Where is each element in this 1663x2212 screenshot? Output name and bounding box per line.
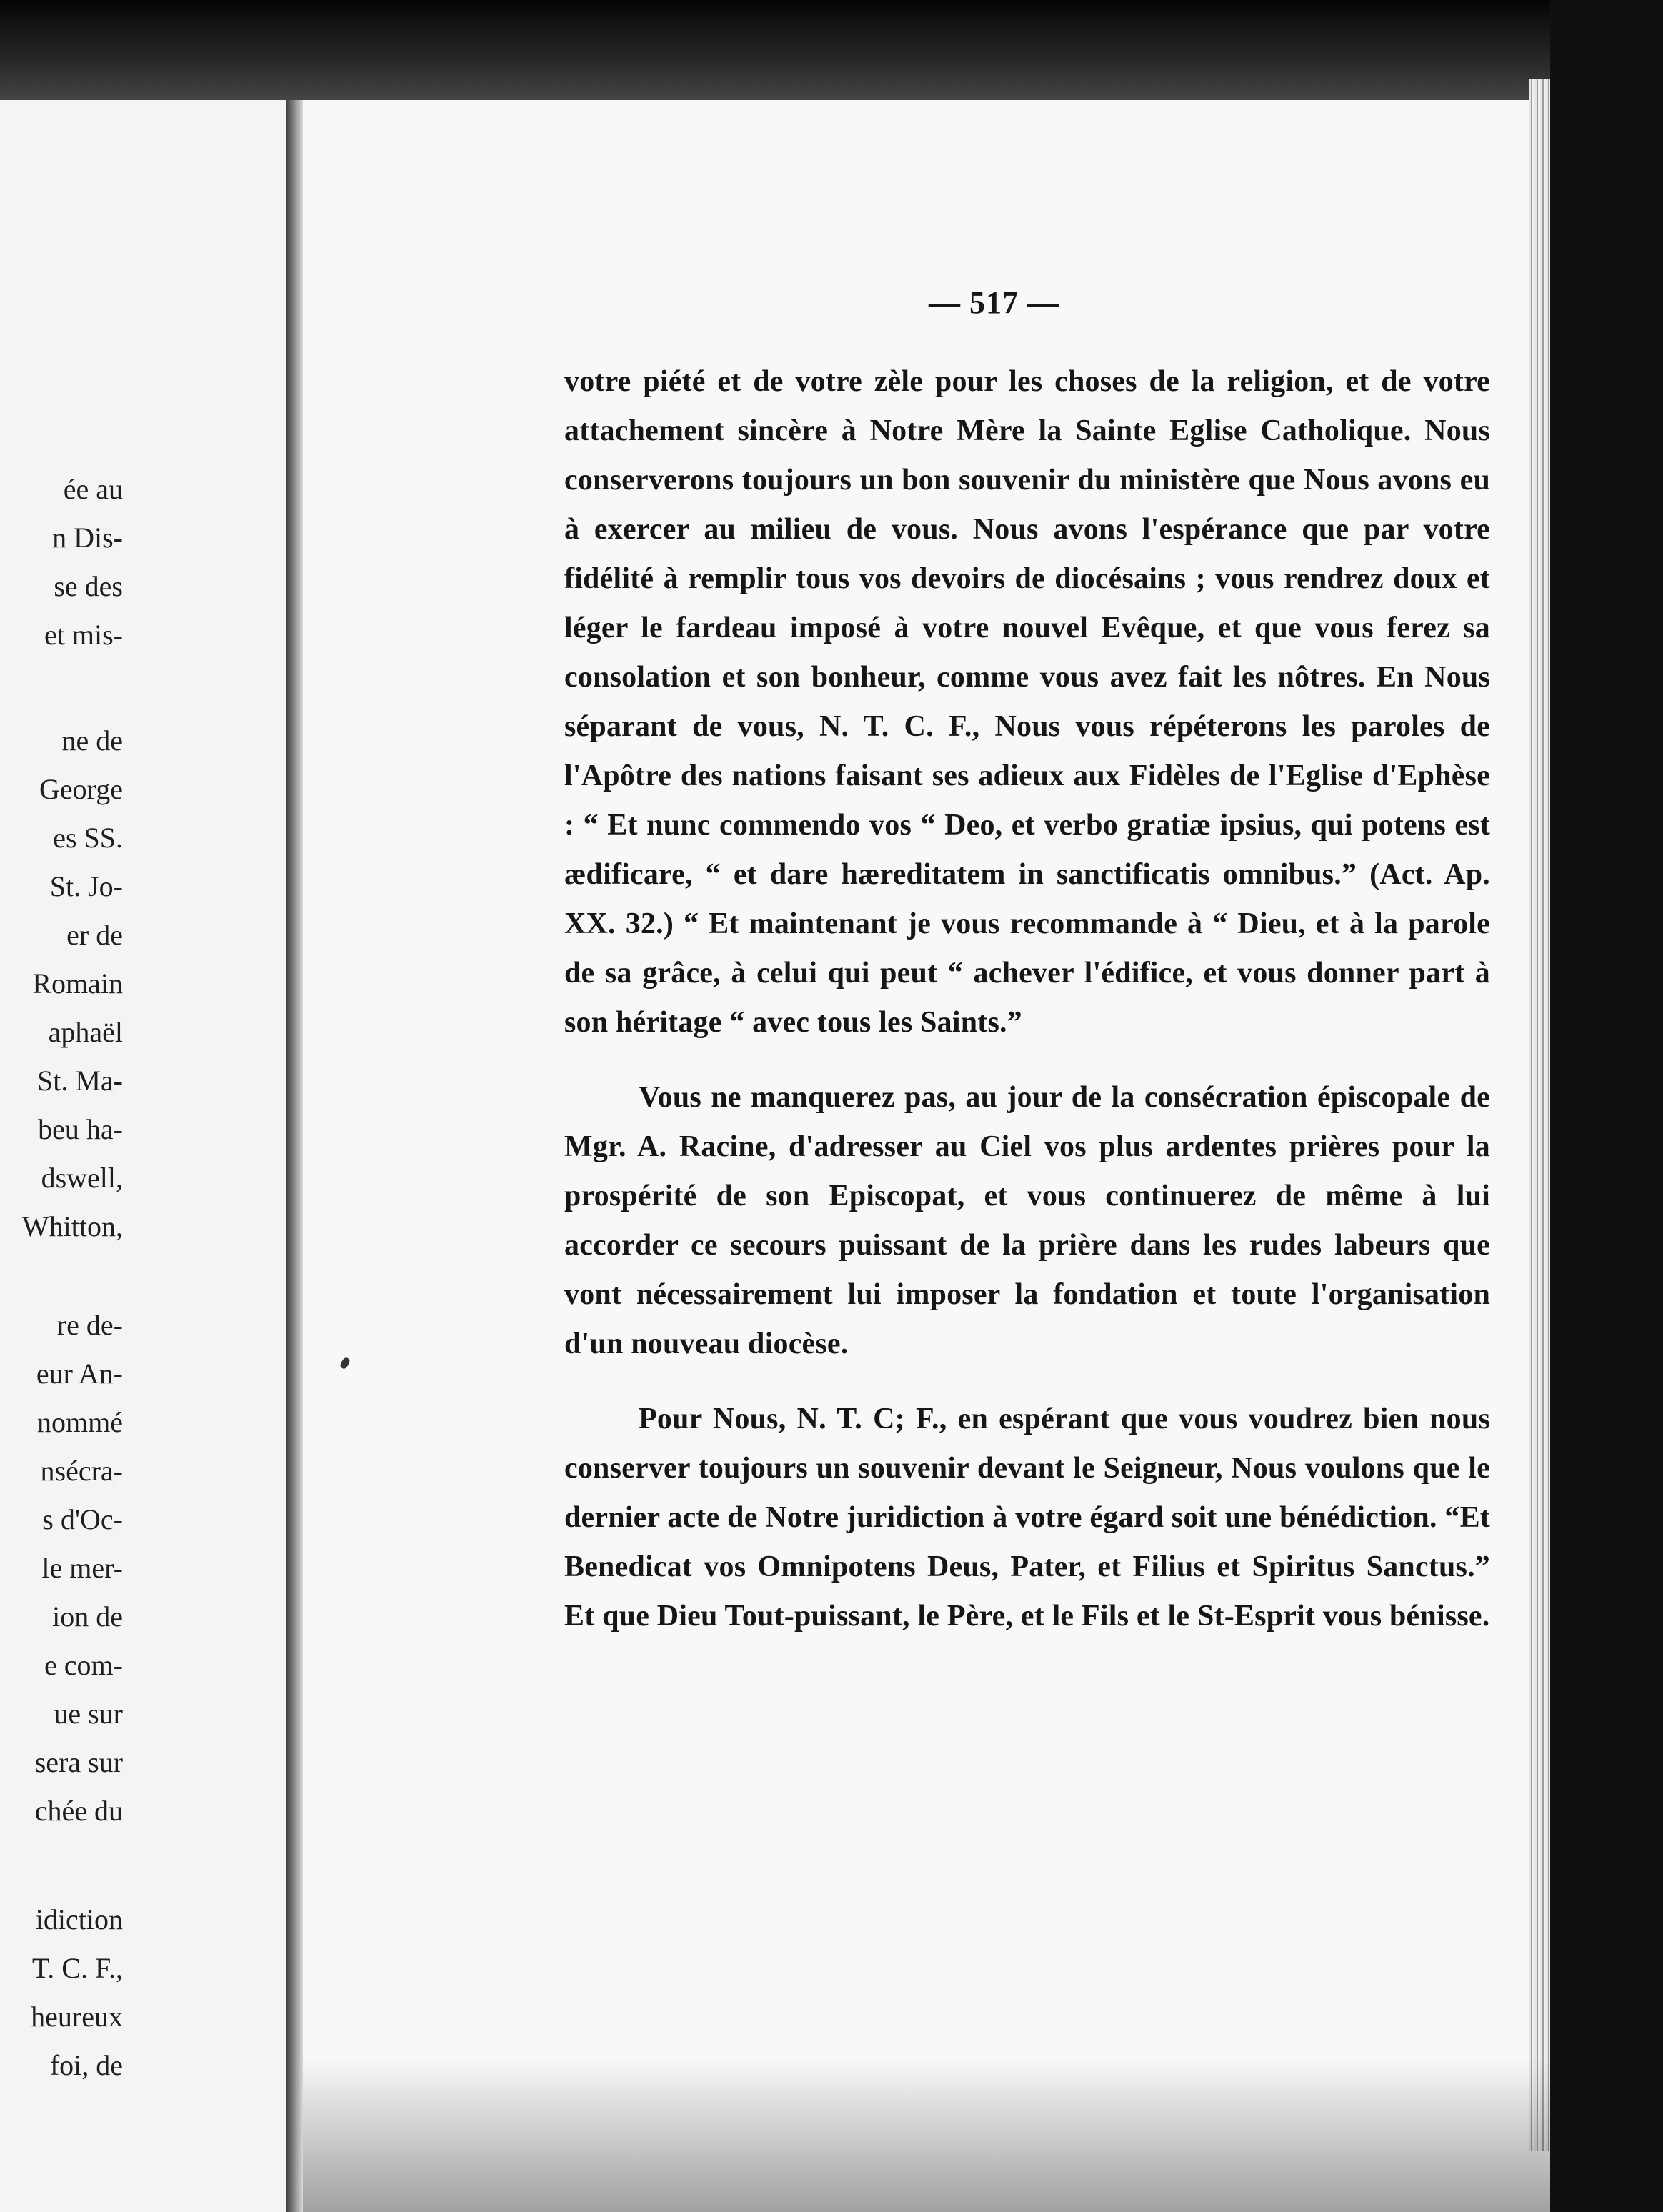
left-line: nommé <box>37 1406 123 1438</box>
scan-background-top <box>0 0 1663 107</box>
left-line: ion de <box>52 1600 123 1633</box>
page-number: — 517 — <box>929 285 1059 320</box>
left-line: idiction <box>35 1903 123 1936</box>
left-line: aphaël <box>48 1016 123 1048</box>
left-line: nsécra- <box>40 1455 123 1487</box>
page-edge-stack <box>1529 79 1550 2151</box>
page-bottom-shadow <box>303 2058 1550 2212</box>
left-line: es SS. <box>53 822 123 854</box>
left-line: sera sur <box>34 1746 123 1778</box>
left-line: Romain <box>32 967 123 1000</box>
left-line: Whitton, <box>21 1210 123 1242</box>
left-line: chée du <box>34 1795 123 1827</box>
left-line: T. C. F., <box>31 1952 123 1984</box>
paragraph: Vous ne manquerez pas, au jour de la consécration épiscopale de Mgr. A. Racine, d'adresser au Ciel vos plus ardentes prières pour la prospérité de son Episcopat, et vous continuerez de même à lui accorder ce secours puissant de la prière dans les rudes labeurs que vont nécessairement lui imposer la fondation et toute l'organisation d'un nouveau diocèse. <box>564 1081 1490 1360</box>
left-line: ée au <box>63 473 123 505</box>
body-text <box>564 357 1490 1641</box>
left-line: se des <box>54 570 123 602</box>
left-line: beu ha- <box>38 1113 123 1145</box>
left-line: n Dis- <box>52 522 123 554</box>
left-line: s d'Oc- <box>42 1503 123 1535</box>
left-line: ue sur <box>54 1698 123 1730</box>
paragraph: Pour Nous, N. T. C; F., en espérant que vous voudrez bien nous conserver toujours un souvenir devant le Seigneur, Nous voulons que le dernier acte de Notre juridiction à votre égard soit une bénédiction. “Et Benedicat vos Omnipotens Deus, Pater, et Filius et Spiritus Sanctus.” Et que Dieu Tout-puissant, le Père, et le Fils et le St-Esprit vous bénisse. <box>564 1403 1490 1633</box>
left-line: heureux <box>31 2001 123 2033</box>
left-line: ne de <box>61 724 123 757</box>
left-line: St. Ma- <box>37 1065 123 1097</box>
book-gutter <box>286 100 303 2212</box>
left-line: foi, de <box>49 2049 123 2081</box>
left-line: e com- <box>44 1649 123 1681</box>
left-line: George <box>39 773 123 805</box>
left-line: er de <box>66 919 123 951</box>
left-line: eur An- <box>36 1357 123 1390</box>
paragraph: votre piété et de votre zèle pour les choses de la religion, et de votre attachement sincère à Notre Mère la Sainte Eglise Catholique. Nous conserverons toujours un bon souvenir du ministère que Nous avons eu à exercer au milieu de vous. Nous avons l'espérance que par votre fidélité à remplir tous vos devoirs de diocésains ; vous rendrez doux et léger le fardeau imposé à votre nouvel Evêque, et que vous ferez sa consolation et son bonheur, comme vous avez fait les nôtres. En Nous séparant de vous, N. T. C. F., Nous vous répéterons les paroles de l'Apôtre des nations faisant ses adieux aux Fidèles de l'Eglise d'Ephèse : “ Et nunc commendo vos “ Deo, et verbo gratiæ ipsius, qui potens est ædificare, “ et dare hæreditatem in sanctificatis omnibus.” (Act. Ap. XX. 32.) “ Et maintenant je vous recommande à “ Dieu, et à la parole de sa grâce, à celui qui peut “ achever l'édifice, et vous donner part à son héritage “ avec tous les Saints.” <box>564 365 1490 1039</box>
left-line: dswell, <box>41 1162 123 1194</box>
left-line: le mer- <box>41 1552 123 1584</box>
left-line: et mis- <box>44 619 123 651</box>
left-line: St. Jo- <box>49 870 123 902</box>
left-page-fragment <box>0 100 290 2212</box>
scan-background-right <box>1550 0 1663 2212</box>
left-line: re de- <box>56 1309 123 1341</box>
